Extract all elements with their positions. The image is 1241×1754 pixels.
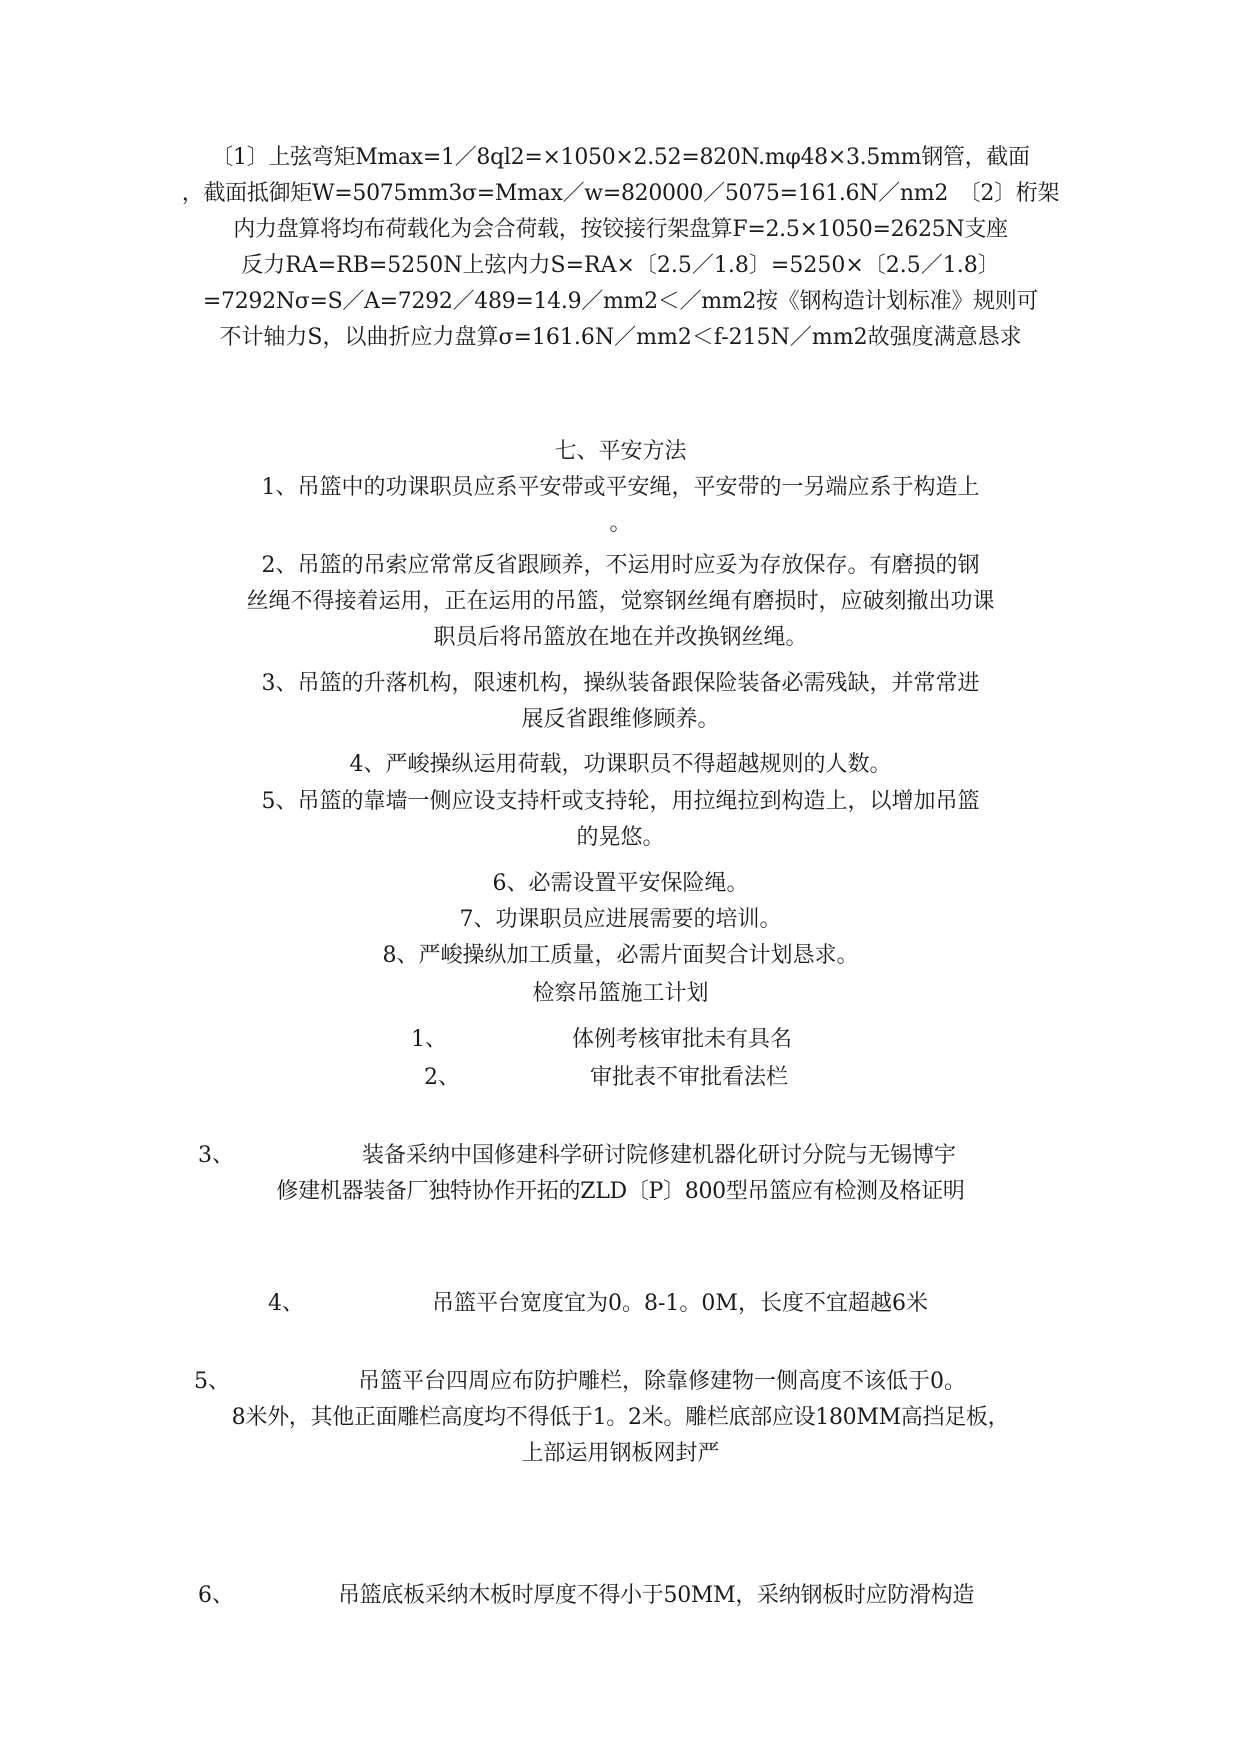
inspection-item-4-text: 吊篮平台宽度宜为0。8-1。0M，长度不宜超越6米: [432, 1291, 928, 1316]
calc-line-2: ，截面抵御矩W=5075mm3σ=Mmax／w=820000／5075=161.6N／nm2 〔2〕桁架: [181, 181, 1060, 206]
inspection-item-2-text: 审批表不审批看法栏: [590, 1065, 789, 1090]
inspection-item-3-text: 装备采纳中国修建科学研讨院修建机器化研讨分院与无锡博宇: [362, 1143, 957, 1168]
safety-item-8: 8、严峻操纵加工质量，必需片面契合计划恳求。: [382, 943, 859, 968]
inspection-item-1-number: 1、: [411, 1027, 447, 1052]
section-heading-safety: 七、平安方法: [554, 439, 687, 464]
safety-item-2-cont-2: 职员后将吊篮放在地在并改换钢丝绳。: [433, 625, 808, 650]
inspection-item-4-number: 4、: [268, 1291, 304, 1316]
safety-item-2-cont-1: 丝绳不得接着运用，正在运用的吊篮，觉察钢丝绳有磨损时，应破刻撤出功课: [246, 589, 995, 614]
inspection-heading: 检察吊篮施工计划: [532, 981, 709, 1006]
inspection-item-5-text: 吊篮平台四周应布防护雕栏，除靠修建物一侧高度不该低于0。: [358, 1369, 966, 1394]
safety-item-5-cont: 的晃悠。: [576, 825, 665, 850]
inspection-item-3-number: 3、: [198, 1143, 234, 1168]
inspection-item-6-text: 吊篮底板采纳木板时厚度不得小于50MM，采纳钢板时应防滑构造: [338, 1583, 975, 1608]
safety-item-4: 4、严峻操纵运用荷载，功课职员不得超越规则的人数。: [349, 752, 892, 777]
safety-item-7: 7、功课职员应进展需要的培训。: [459, 907, 782, 932]
safety-item-1: 1、吊篮中的功课职员应系平安带或平安绳，平安带的一另端应系于构造上: [261, 475, 980, 500]
calc-line-6: 不计轴力S，以曲折应力盘算σ=161.6N／mm2＜f-215N／mm2故强度满意恳求: [219, 325, 1022, 350]
inspection-item-2-number: 2、: [424, 1065, 460, 1090]
safety-item-3-cont: 展反省跟维修顾养。: [521, 707, 720, 732]
inspection-item-5-cont-2: 上部运用钢板网封严: [521, 1441, 720, 1466]
safety-item-3: 3、吊篮的升落机构，限速机构，操纵装备跟保险装备必需残缺，并常常进: [261, 671, 980, 696]
calc-line-4: 反力RA=RB=5250N上弦内力S=RA×〔2.5／1.8〕=5250×〔2.5／1.8〕: [241, 253, 1000, 278]
inspection-item-5-number: 5、: [194, 1369, 230, 1394]
inspection-item-5-cont-1: 8米外，其他正面雕栏高度均不得低于1。2米。雕栏底部应设180MM高挡足板，: [231, 1405, 1010, 1430]
inspection-item-6-number: 6、: [198, 1583, 234, 1608]
inspection-item-3-cont: 修建机器装备厂独特协作开拓的ZLD〔P〕800型吊篮应有检测及格证明: [276, 1179, 965, 1204]
calc-line-1: 〔1〕上弦弯矩Mmax=1／8ql2=×1050×2.52=820N.mφ48×3.5mm钢管，截面: [211, 145, 1030, 170]
safety-item-2: 2、吊篮的吊索应常常反省跟顾养，不运用时应妥为存放保存。有磨损的钢: [261, 553, 980, 578]
safety-item-1-cont: 。: [609, 511, 632, 536]
inspection-item-1-text: 体例考核审批未有具名: [572, 1027, 793, 1052]
safety-item-5: 5、吊篮的靠墙一侧应设支持杆或支持轮，用拉绳拉到构造上，以增加吊篮: [261, 789, 980, 814]
calc-line-5: =7292Nσ=S／A=7292／489=14.9／mm2＜／mm2按《钢构造计划标准》规则可: [202, 289, 1039, 314]
calc-line-3: 内力盘算将均布荷载化为会合荷载，按铰接行架盘算F=2.5×1050=2625N支座: [233, 217, 1008, 242]
safety-item-6: 6、必需设置平安保险绳。: [492, 871, 749, 896]
